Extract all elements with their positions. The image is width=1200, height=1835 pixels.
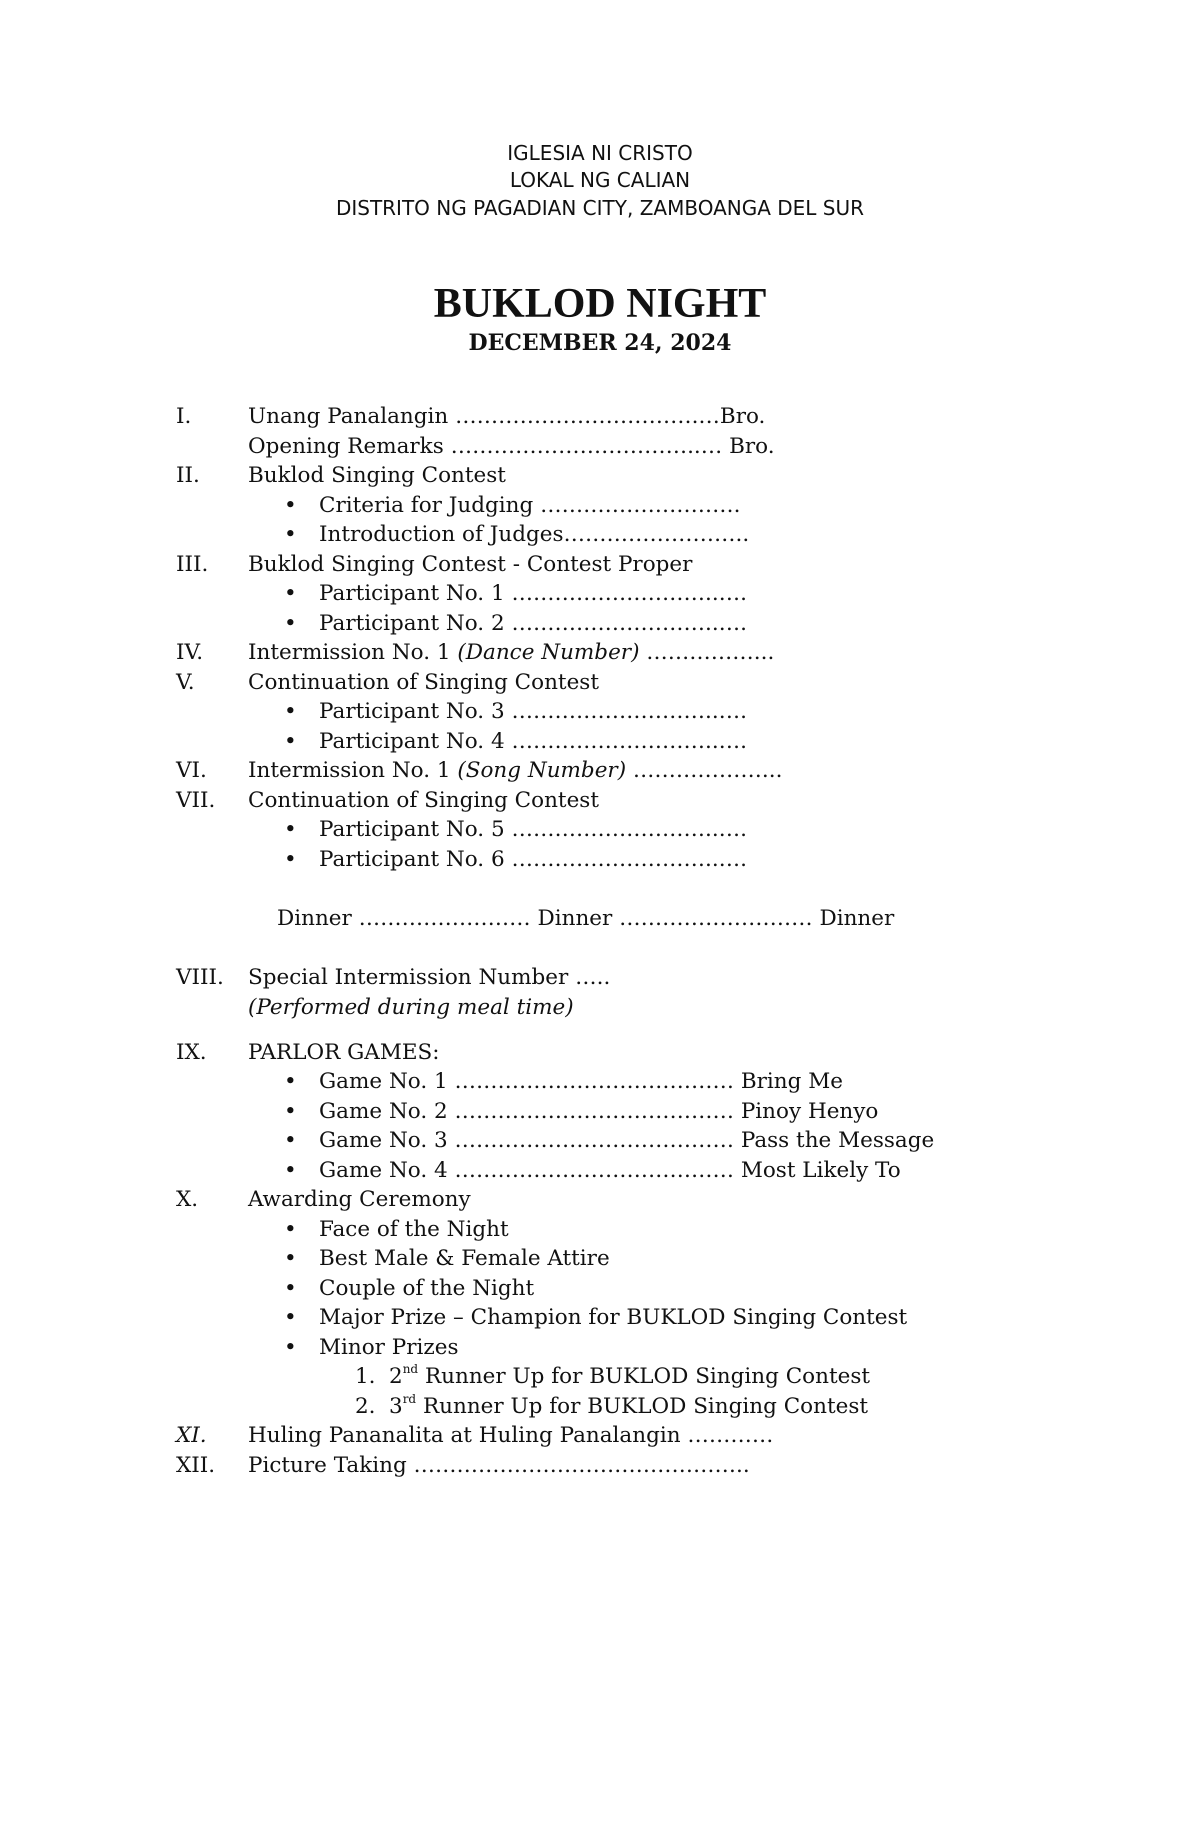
ordered-number: 1. (355, 1364, 376, 1389)
bullet-icon: • (284, 581, 297, 606)
org-name: IGLESIA NI CRISTO (507, 141, 693, 165)
bullet-icon: • (284, 817, 297, 842)
bullet-icon: • (284, 522, 297, 547)
sub-item-text: Game No. 2 ………………………………… Pinoy Henyo (319, 1099, 879, 1124)
item-number: VI. (176, 758, 207, 783)
item-text: Buklod Singing Contest - Contest Proper (248, 552, 693, 577)
bullet-icon: • (284, 493, 297, 518)
bullet-icon: • (284, 1217, 297, 1242)
ordered-item-text (389, 1392, 868, 1421)
sub-item-text: Participant No. 4 ………………………..…. (319, 729, 747, 754)
lokal-name: LOKAL NG CALIAN (509, 168, 691, 192)
ordered-item-label: Runner Up for BUKLOD Singing Contest (416, 1394, 869, 1419)
ordinal-suffix: rd (402, 1391, 417, 1406)
bullet-icon: • (284, 1335, 297, 1360)
item-text-italic: (Dance Number) (457, 640, 640, 665)
item-number: II. (176, 463, 200, 488)
bullet-icon: • (284, 1158, 297, 1183)
bullet-icon: • (284, 1099, 297, 1124)
district-name: DISTRITO NG PAGADIAN CITY, ZAMBOANGA DEL SUR (335, 196, 865, 220)
item-number: VII. (176, 788, 216, 813)
sub-item-text: Face of the Night (319, 1217, 509, 1242)
item-text (248, 756, 782, 785)
item-text: Buklod Singing Contest (248, 463, 506, 488)
item-number: XI. (176, 1423, 207, 1448)
sub-item-text: Game No. 4 ………………………………… Most Likely To (319, 1158, 901, 1183)
sub-item-text: Minor Prizes (319, 1335, 459, 1360)
item-text-main: Intermission No. 1 (248, 758, 458, 783)
ordered-item-label: Runner Up for BUKLOD Singing Contest (418, 1364, 871, 1389)
item-number: IX. (176, 1040, 207, 1065)
item-number: V. (176, 670, 195, 695)
bullet-icon: • (284, 1276, 297, 1301)
ordered-item-text (389, 1362, 870, 1391)
item-number: XII. (176, 1453, 216, 1478)
sub-item-text: Participant No. 6 ………………………..…. (319, 847, 747, 872)
bullet-icon: • (284, 611, 297, 636)
bullet-icon: • (284, 699, 297, 724)
bullet-icon: • (284, 1246, 297, 1271)
sub-item-text: Major Prize – Champion for BUKLOD Singing Contest (319, 1305, 908, 1330)
ordinal-number: 3 (389, 1394, 403, 1419)
event-date: DECEMBER 24, 2024 (468, 330, 732, 356)
item-text (248, 638, 774, 667)
item-text-main: Intermission No. 1 (248, 640, 458, 665)
ordered-number: 2. (355, 1394, 376, 1419)
item-text-leader: ……………... (639, 640, 775, 665)
sub-item-text: Game No. 1 ………………………………… Bring Me (319, 1069, 843, 1094)
item-text-leader: ………………... (626, 758, 783, 783)
bullet-icon: • (284, 847, 297, 872)
sub-item-text: Participant No. 2 ………………………..…. (319, 611, 747, 636)
item-text: PARLOR GAMES: (248, 1040, 440, 1065)
sub-item-text: Game No. 3 ………………………………… Pass the Message (319, 1128, 935, 1153)
item-text: Unang Panalangin …………………………….…Bro. (248, 404, 766, 429)
item-text: Opening Remarks ……………………………..… Bro. (248, 434, 775, 459)
bullet-icon: • (284, 1305, 297, 1330)
sub-item-text: Best Male & Female Attire (319, 1246, 610, 1271)
bullet-icon: • (284, 729, 297, 754)
item-number: IV. (176, 640, 204, 665)
item-text: Awarding Ceremony (248, 1187, 471, 1212)
item-note: (Performed during meal time) (248, 995, 574, 1020)
sub-item-text: Criteria for Judging ………………………. (319, 493, 741, 518)
sub-item-text: Introduction of Judges…………………….. (319, 522, 750, 547)
item-number: I. (176, 404, 192, 429)
item-text-italic: (Song Number) (457, 758, 627, 783)
item-text: Special Intermission Number ….. (248, 965, 611, 990)
sub-item-text: Participant No. 5 ………………………..…. (319, 817, 747, 842)
bullet-icon: • (284, 1128, 297, 1153)
ordinal-suffix: nd (402, 1361, 419, 1376)
item-text: Continuation of Singing Contest (248, 788, 599, 813)
item-text: Picture Taking ……………………………………….. (248, 1453, 750, 1478)
ordinal-number: 2 (389, 1364, 403, 1389)
item-number: VIII. (176, 965, 224, 990)
item-text: Huling Pananalita at Huling Panalangin ………… (248, 1423, 774, 1448)
bullet-icon: • (284, 1069, 297, 1094)
sub-item-text: Participant No. 1 ………………………..…. (319, 581, 747, 606)
item-text: Continuation of Singing Contest (248, 670, 599, 695)
item-number: X. (176, 1187, 199, 1212)
item-number: III. (176, 552, 209, 577)
dinner-line: Dinner …………………… Dinner ……………………… Dinner (277, 906, 895, 931)
sub-item-text: Participant No. 3 ………………………..…. (319, 699, 747, 724)
event-title: BUKLOD NIGHT (433, 281, 767, 327)
sub-item-text: Couple of the Night (319, 1276, 535, 1301)
